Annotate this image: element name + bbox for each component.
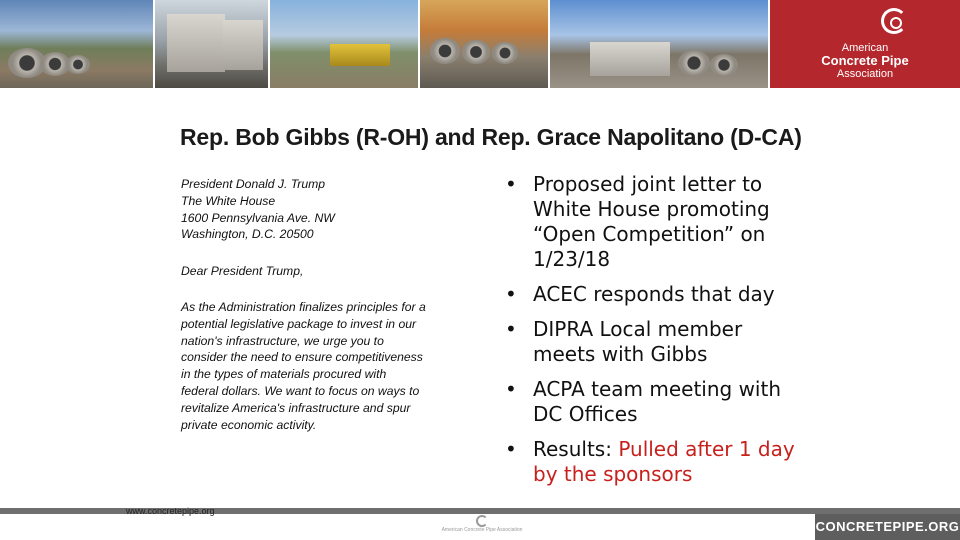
footer-brand-link[interactable]: CONCRETEPIPE.ORG bbox=[815, 514, 960, 540]
bullet-marker: • bbox=[505, 317, 517, 341]
address-line: 1600 Pennsylvania Ave. NW bbox=[181, 210, 335, 225]
bullet-text: ACPA team meeting with DC Offices bbox=[533, 377, 782, 426]
logo-text-line3: Association bbox=[836, 68, 894, 80]
bullet-marker: • bbox=[505, 172, 517, 196]
letter-body: As the Administration finalizes principles for a potential legislative package to invest in our nation's infrastructure, we urge you to consider the need to ensure competitiveness in the types of materials procured with federal dollars. We want to focus on ways to revitalize America's infrastructure and spur private economic activity. bbox=[181, 299, 426, 432]
photo-box-culvert-workers bbox=[155, 0, 270, 88]
address-line: The White House bbox=[181, 193, 276, 208]
acpa-logo bbox=[770, 0, 960, 88]
footer-url-link[interactable]: www.concretepipe.org bbox=[126, 506, 215, 516]
bullet-text: Results: bbox=[533, 437, 619, 461]
footer-acpa-logo bbox=[432, 515, 532, 537]
letter-excerpt bbox=[181, 176, 426, 433]
bullet-marker: • bbox=[505, 282, 517, 306]
footer-association-name: American Concrete Pipe Association bbox=[441, 527, 523, 533]
bullet-marker: • bbox=[505, 437, 517, 461]
slide-title: Rep. Bob Gibbs (R-OH) and Rep. Grace Napolitano (D-CA) bbox=[180, 124, 802, 150]
acpa-logo-icon bbox=[881, 8, 907, 34]
bullet-item bbox=[505, 317, 805, 367]
bullet-text: DIPRA Local member meets with Gibbs bbox=[533, 317, 743, 366]
bullet-item bbox=[505, 377, 805, 427]
bullet-item bbox=[505, 282, 805, 307]
footer-logo-icon bbox=[476, 515, 488, 527]
address-line: Washington, D.C. 20500 bbox=[181, 227, 314, 242]
logo-text-line1: American bbox=[841, 42, 889, 54]
photo-pipe-rows-autumn bbox=[420, 0, 550, 88]
logo-text-line2: Concrete Pipe bbox=[821, 53, 909, 68]
bullet-item bbox=[505, 172, 805, 272]
photo-excavators-precast bbox=[550, 0, 770, 88]
bullet-marker: • bbox=[505, 377, 517, 401]
address-line: President Donald J. Trump bbox=[181, 177, 326, 191]
letter-salutation: Dear President Trump, bbox=[181, 264, 304, 279]
bullet-text: ACEC responds that day bbox=[533, 282, 775, 306]
bullet-list bbox=[505, 172, 805, 497]
bullet-text: Proposed joint letter to White House promoting “Open Competition” on 1/23/18 bbox=[533, 172, 770, 271]
bullet-highlight-text: Pulled after 1 day by the sponsors bbox=[533, 437, 795, 486]
photo-pipe-installation-street bbox=[0, 0, 155, 88]
letter-address-block bbox=[181, 176, 426, 243]
footer-white-strip bbox=[0, 514, 815, 540]
photo-excavator-trench bbox=[270, 0, 420, 88]
bullet-item bbox=[505, 437, 805, 487]
